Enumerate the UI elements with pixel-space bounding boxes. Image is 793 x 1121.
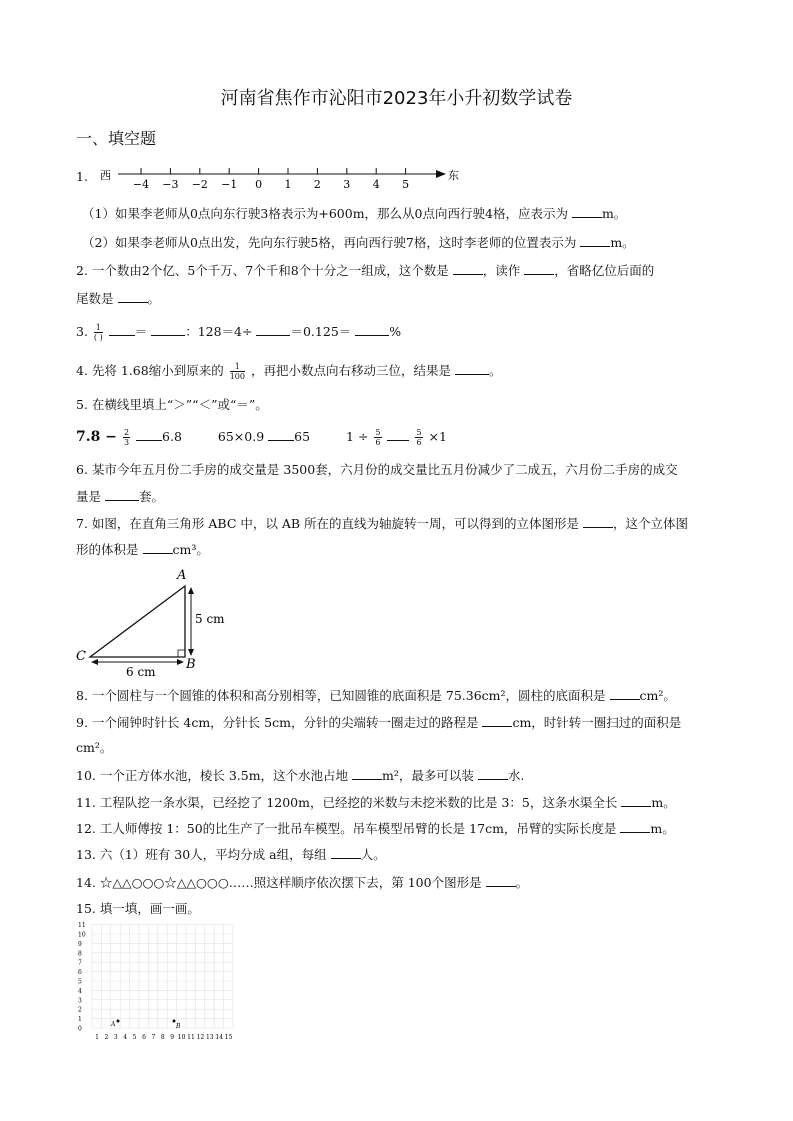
q1-part1-unit: m。	[601, 206, 627, 221]
q1-part2-unit: m。	[610, 235, 635, 250]
grid-x-label: 8	[160, 1034, 165, 1041]
number-line	[96, 160, 466, 196]
q4-text-c: 。	[488, 363, 502, 378]
coordinate-grid	[76, 920, 246, 1046]
side-cb-label: 6 cm	[126, 665, 156, 679]
q3-blank1[interactable]	[109, 323, 135, 336]
q5-blank1[interactable]	[136, 428, 162, 441]
grid-x-label: 13	[205, 1034, 214, 1041]
q3-text-c: ＝0.125＝	[290, 324, 352, 339]
q9-line2: cm²。	[76, 740, 113, 755]
page-title: 河南省焦作市沁阳市2023年小升初数学试卷	[220, 88, 573, 109]
grid-y-label: 3	[78, 997, 82, 1005]
q8-text-b: cm²。	[639, 688, 676, 703]
q3-frac-num: 1	[95, 323, 101, 332]
grid-x-label: 1	[95, 1034, 99, 1041]
number-line-tick-label: −4	[132, 178, 150, 191]
q7-text-a: 7. 如图，在直角三角形 ABC 中，以 AB 所在的直线为轴旋转一周，可以得到的立体图形是	[76, 516, 580, 531]
q5-expr1-left: 7.8 −	[76, 429, 117, 445]
q2-text-d: 尾数是	[76, 291, 114, 306]
q5-expr3-frac1-den: 6	[375, 438, 381, 447]
q3-text-d: %	[389, 324, 402, 339]
q14-blank[interactable]	[486, 874, 516, 887]
q11-text-a: 11. 工程队挖一条水渠，已经挖了 1200m，已经挖的米数与未挖米数的比是 3：5，这条水渠全长	[76, 795, 618, 810]
number-line-tick-label: −2	[191, 178, 208, 191]
q7-text-d: cm³。	[172, 542, 209, 557]
point-a-label: A	[111, 1021, 116, 1028]
q4-line	[76, 362, 501, 381]
q11-text-b: m。	[651, 795, 676, 810]
q3-text-b: ：128＝4÷	[185, 324, 253, 339]
q4-frac-den: 100	[229, 372, 245, 381]
grid-x-label: 6	[142, 1034, 146, 1041]
q5-expressions	[76, 428, 447, 447]
q7-text-c: 形的体积是	[76, 542, 139, 557]
q5-expr1-fraction	[123, 428, 130, 447]
number-line-tick-label: 4	[372, 178, 380, 191]
q2-blank-approx[interactable]	[118, 290, 148, 303]
q2-text-e: 。	[147, 291, 161, 306]
q3-text-a: ＝	[134, 324, 148, 339]
grid-x-label: 3	[113, 1034, 118, 1041]
q3-line	[76, 323, 401, 342]
q4-fraction	[230, 362, 245, 381]
number-line-tick-label: 5	[402, 178, 410, 191]
grid-y-label: 8	[78, 950, 82, 958]
q3-blank4[interactable]	[355, 323, 389, 336]
q1-number: 1.	[76, 169, 88, 184]
q10-text-b: m²，最多可以装	[382, 768, 474, 783]
section-heading: 一、填空题	[76, 129, 157, 148]
q3-blank2[interactable]	[151, 323, 185, 336]
grid-x-label: 10	[177, 1034, 186, 1041]
q10-text-c: 水.	[507, 768, 525, 783]
triangle-figure	[70, 564, 240, 680]
grid-y-label: 11	[78, 922, 86, 930]
q5-instruction: 5. 在横线里填上“＞”“＜”或“＝”。	[76, 397, 268, 412]
q5-expr3-left: 1 ÷	[346, 429, 369, 444]
q1-part1-blank[interactable]	[572, 205, 602, 218]
q1-part2-blank[interactable]	[580, 234, 610, 247]
q12-text-b: m。	[650, 821, 675, 836]
q7-line2	[76, 541, 209, 558]
q12-line	[76, 820, 675, 837]
number-line-tick-label: 0	[255, 178, 263, 191]
q2-text-a: 2. 一个数由2个亿、5个千万、7个千和8个十分之一组成，这个数是	[76, 263, 449, 278]
q7-line1	[76, 515, 688, 532]
q13-text-a: 13. 六（1）班有 30人，平均分成 a组，每组	[76, 847, 327, 862]
q10-blank-volume[interactable]	[478, 767, 508, 780]
point-b-label: B	[176, 1023, 181, 1030]
q9-blank-path[interactable]	[482, 714, 512, 727]
number-line-west: 西	[100, 169, 111, 182]
q10-line	[76, 767, 524, 784]
grid-y-label: 2	[78, 1006, 82, 1014]
q6-text-c: 套。	[139, 489, 165, 504]
q4-text-b: ，再把小数点向右移动三位，结果是	[250, 363, 451, 378]
number-line-tick-label: 1	[284, 178, 292, 191]
number-line-east: 东	[448, 169, 459, 182]
grid-y-label: 10	[78, 931, 86, 939]
grid-x-label: 9	[170, 1034, 175, 1041]
label-b: B	[186, 657, 196, 672]
q5-expr2-right: 65	[294, 429, 311, 444]
q5-expr2-left: 65×0.9	[217, 429, 265, 444]
q2-text-c: ，省略亿位后面的	[554, 263, 655, 278]
grid-x-label: 4	[123, 1034, 128, 1041]
grid-y-label: 5	[78, 978, 82, 986]
grid-x-label: 11	[187, 1034, 195, 1041]
q2-line1	[76, 262, 654, 279]
grid-y-label: 1	[78, 1016, 82, 1024]
grid-x-label: 7	[151, 1034, 156, 1041]
q5-expr1-right: 6.8	[162, 429, 182, 444]
q3-blank3[interactable]	[256, 323, 290, 336]
q7-blank-solid[interactable]	[583, 515, 613, 528]
q7-text-b: ，这个立体图	[613, 516, 689, 531]
q2-line2	[76, 290, 160, 307]
q1-part1	[82, 205, 626, 222]
grid-y-label: 9	[78, 940, 82, 948]
q4-frac-num: 1	[230, 362, 245, 372]
q13-blank[interactable]	[331, 846, 361, 859]
q3-fraction	[94, 323, 103, 342]
grid-y-label: 4	[78, 987, 82, 995]
q15-line: 15. 填一填，画一画。	[76, 901, 200, 916]
q5-expr3-fraction2	[415, 428, 422, 447]
q7-blank-volume[interactable]	[143, 541, 173, 554]
q5-expr1-frac-den: 3	[123, 438, 130, 447]
grid-x-label: 5	[132, 1034, 137, 1041]
q6-text-b: 量是	[76, 489, 102, 504]
number-line-tick-label: −1	[221, 178, 238, 191]
q8-blank[interactable]	[610, 687, 640, 700]
grid-x-label: 14	[215, 1034, 224, 1041]
q5-blank3[interactable]	[387, 428, 409, 441]
grid-y-label: 7	[78, 959, 82, 967]
q12-blank[interactable]	[620, 820, 650, 833]
q14-text-a: 14. ☆△△○○○☆△△○○○……照这样顺序依次摆下去，第 100个图形是	[76, 875, 482, 890]
number-line-tick-label: 3	[343, 178, 351, 191]
q5-blank2[interactable]	[268, 428, 294, 441]
grid-y-label: 0	[78, 1025, 82, 1033]
q10-blank-area[interactable]	[352, 767, 382, 780]
q2-blank-read[interactable]	[524, 262, 554, 275]
grid-x-label: 2	[104, 1034, 109, 1041]
label-c: C	[76, 649, 86, 664]
label-a: A	[177, 568, 187, 583]
q9-text-b: cm，时针转一圈扫过的面积是	[512, 715, 682, 730]
side-ab-label: 5 cm	[195, 612, 225, 626]
q6-line2	[76, 488, 164, 505]
q6-blank[interactable]	[105, 488, 139, 501]
q9-text-a: 9. 一个闹钟时针长 4cm，分针长 5cm，分针的尖端转一圈走过的路程是	[76, 715, 479, 730]
q2-blank-number[interactable]	[453, 262, 483, 275]
q5-expr1-frac-num: 2	[123, 428, 130, 437]
q11-line	[76, 794, 676, 811]
q8-text-a: 8. 一个圆柱与一个圆锥的体积和高分别相等，已知圆锥的底面积是 75.36cm²，圆柱的底面积是	[76, 688, 606, 703]
q12-text-a: 12. 工人师傅按 1：50的比生产了一批吊车模型。吊车模型吊臂的长是 17cm，吊臂的实际长度是	[76, 821, 617, 836]
q5-expr3-fraction1	[374, 428, 381, 447]
q9-line1	[76, 714, 681, 731]
q5-expr3-frac1-num: 5	[375, 428, 381, 437]
number-line-tick-label: −3	[162, 178, 179, 191]
q5-expr3-right: ×1	[428, 429, 447, 444]
point-a	[117, 1020, 120, 1023]
q5-expr3-frac2-num: 5	[416, 428, 422, 437]
number-line-tick-label: 2	[313, 178, 321, 191]
q11-blank[interactable]	[621, 794, 651, 807]
q4-blank[interactable]	[455, 362, 489, 375]
q8-line	[76, 687, 676, 704]
q1-part2	[82, 234, 635, 251]
q3-number: 3.	[76, 324, 88, 339]
q2-text-b: ，读作	[482, 263, 521, 278]
q4-text-a: 4. 先将 1.68缩小到原来的	[76, 363, 224, 378]
q13-text-b: 人。	[360, 847, 386, 862]
grid-x-label: 12	[196, 1034, 205, 1041]
q10-text-a: 10. 一个正方体水池，棱长 3.5m，这个水池占地	[76, 768, 349, 783]
q1-part1-text: （1）如果李老师从0点向东行驶3格表示为+600m，那么从0点向西行驶4格，应表示为	[82, 206, 568, 221]
q14-line	[76, 874, 528, 891]
q14-text-b: 。	[515, 875, 529, 890]
grid-x-label: 15	[224, 1034, 233, 1041]
q6-line1: 6. 某市今年五月份二手房的成交量是 3500套，六月份的成交量比五月份减少了二成五，六月份二手房的成交	[76, 462, 678, 477]
q13-line	[76, 846, 386, 863]
q3-frac-den: ( )	[93, 333, 103, 342]
grid-y-label: 6	[78, 969, 82, 977]
q1-part2-text: （2）如果李老师从0点出发，先向东行驶5格，再向西行驶7格，这时李老师的位置表示为	[82, 235, 577, 250]
q5-expr3-frac2-den: 6	[416, 438, 422, 447]
